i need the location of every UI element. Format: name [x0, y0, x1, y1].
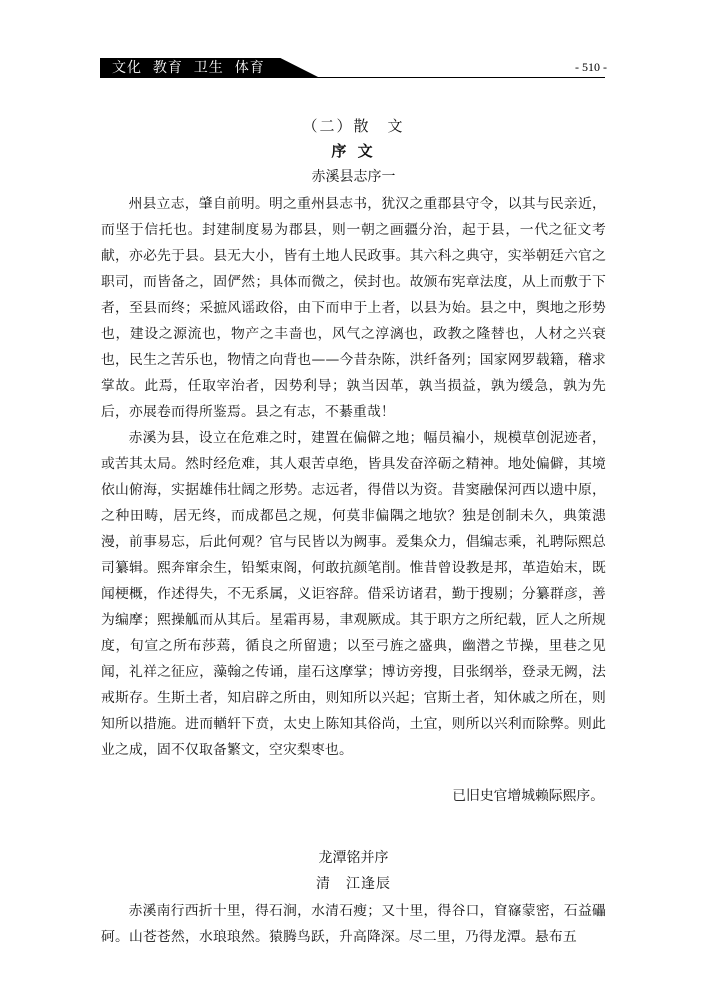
article-title: 龙潭铭并序	[318, 850, 389, 866]
section-title: （二）散 文	[302, 117, 405, 135]
header-rule	[100, 77, 605, 78]
article-signature: 已旧史官增城赖际熙序。	[452, 788, 604, 804]
article-title: 赤溪县志序一	[311, 169, 396, 185]
article-author: 清 江逢辰	[316, 876, 391, 892]
category-title: 序 文	[331, 142, 376, 160]
page-content	[101, 115, 606, 950]
article-paragraph: 州县立志，肇自前明。明之重州县志书，犹汉之重郡县守令，以其与民亲近，而坚于信托也。封建制度易为郡县，则一朝之画疆分治，起于县，一代之征文考献，亦必先于县。县无大小，皆有土地人民政事。其六科之典守，实举朝廷六官之职司，而皆备之，固俨然；具体而微之，侯封也。故颁布宪章法度，从上而敷于下者，至县而终；采摭风谣政俗，由下而申于上者，以县为始。县之中，舆地之形势也，建设之源流也，物产之丰啬也，风气之淳漓也，政教之隆替也，人材之兴衰也，民生之苦乐也，物情之向背也——今昔杂陈，洪纤备列；国家网罗载籍，稽求掌故。此焉，任取宰治者，因势利导；孰当因革，孰当损益，孰为缓急，孰为先后，亦展卷而得所鉴焉。县之有志，不綦重哉！	[101, 196, 606, 420]
page-number: - 510 -	[575, 60, 607, 74]
article-paragraph: 赤溪南行西折十里，得石涧，水清石瘦；又十里，得谷口，窅窱蒙密，石益礧砢。山苍苍然，水琅琅然。猿腾鸟跃，升高降深。尽二里，乃得龙潭。悬布五	[101, 903, 606, 945]
header-section-label: 文化 教育 卫生 体育	[112, 60, 265, 76]
spacer	[101, 809, 606, 847]
article-paragraph: 赤溪为县，设立在危难之时，建置在偏僻之地；幅员褊小，规模草创泥迹者，或苦其太局。然时经危难，其人艰苦卓绝，皆具发奋淬砺之精神。地处偏僻，其境依山俯海，实据雄伟壮阔之形势。志远者，得借以为资。昔窦融保河西以遗中原，之种田畴，居无终，而成都邑之规，何莫非偏隅之地欤？独是创制未久，典策漶漫，前事易忘，后此何观？官与民皆以为阙事。爰集众力，倡编志乘，礼聘际熙总司纂辑。熙奔窜余生，铅椠束阁，何敢抗颜笔削。惟昔曾设教是邦，革造始末，既闻梗概，作述得失，不无系属，义讵容辞。借采访诸君，勤于搜剔；分纂群彦，善为编摩；熙操觚而从其后。星霜再易，聿观厥成。其于职方之所纪载，匠人之所规度，旬宣之所布莎蔫，循良之所留遗；以至弓旌之盛典，幽潜之节操，里巷之见闻，礼祥之征应，藻翰之传诵，崖石这摩掌；博访旁搜，目张纲举，登录无阙，法戒斯存。生斯土者，知启辟之所由，则知所以兴起；官斯土者，知休戚之所在，则知所以措施。进而輶轩下贲，太史上陈知其俗尚，土宜，则所以兴利而除弊。则此业之成，固不仅取备繁文，空灾梨枣也。	[101, 430, 606, 758]
